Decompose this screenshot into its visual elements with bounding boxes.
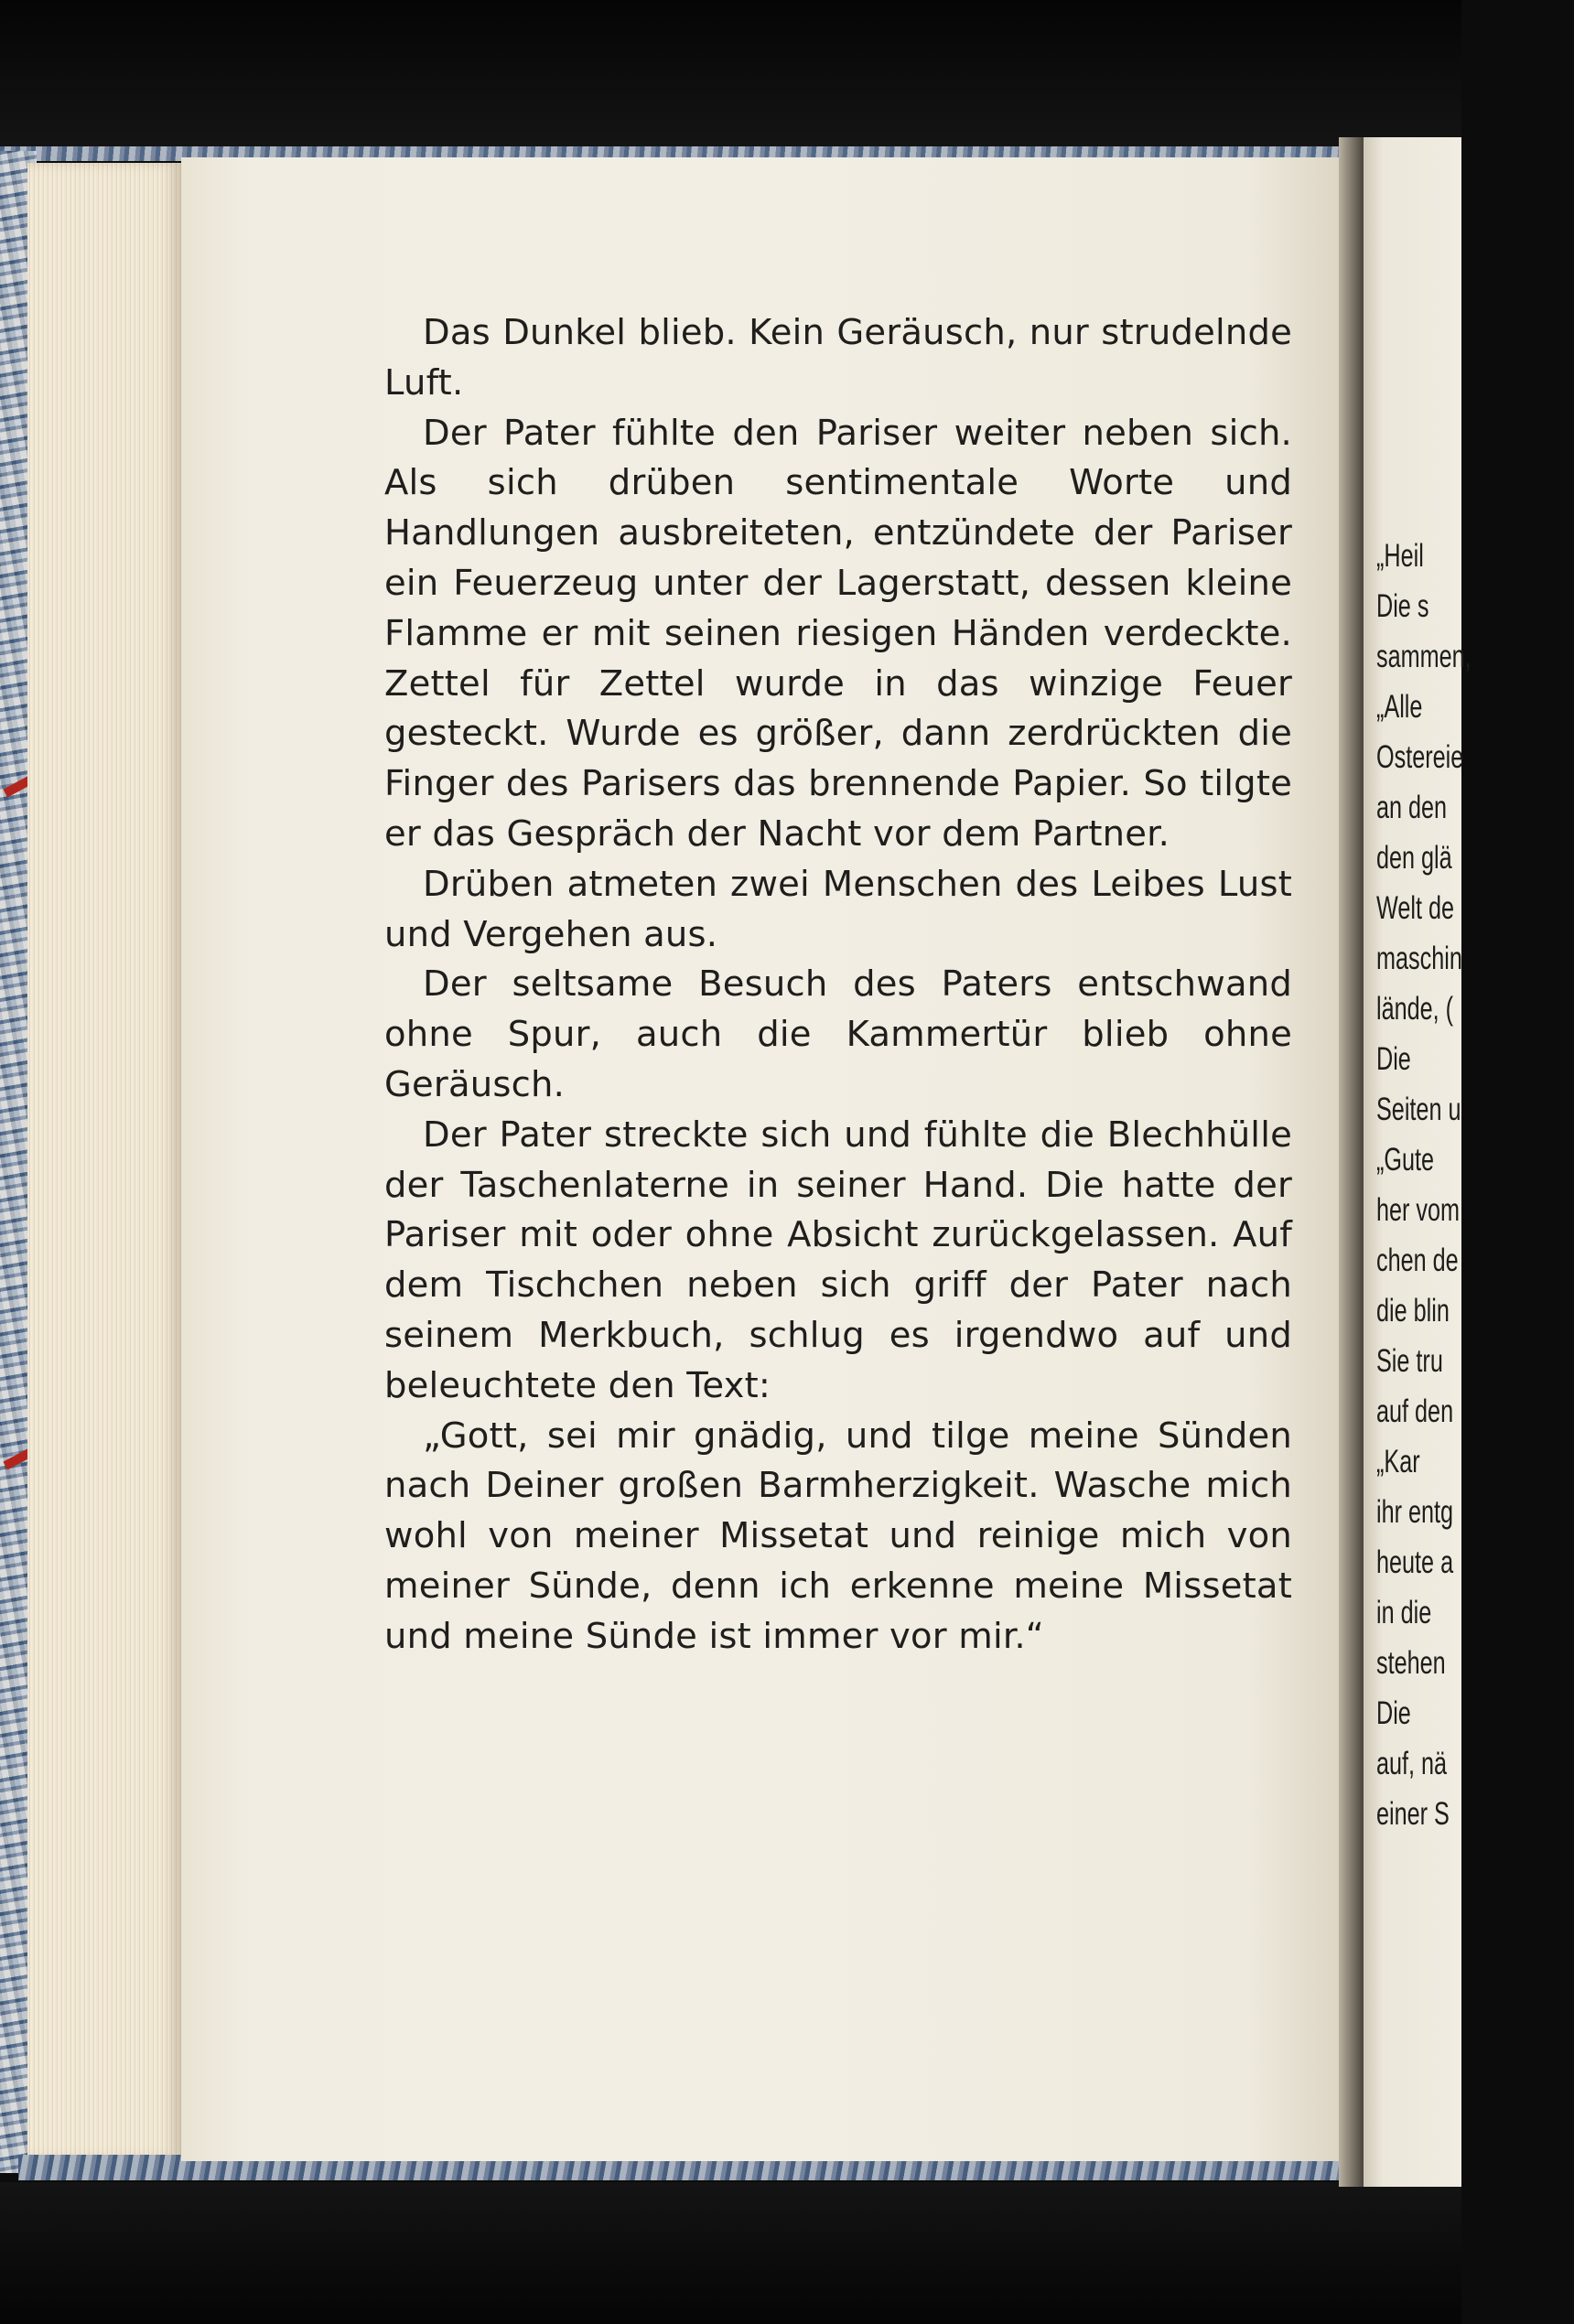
facing-line: Die s: [1376, 588, 1429, 624]
facing-line: „Alle: [1376, 689, 1423, 725]
facing-line: lände, (: [1376, 991, 1454, 1027]
facing-page-text: [1376, 531, 1574, 1839]
background-top: [0, 0, 1461, 156]
page-text: [384, 308, 1292, 1662]
book-page-right: [1364, 137, 1472, 2187]
facing-line: Sie tru: [1376, 1343, 1443, 1379]
facing-line: heute a: [1376, 1544, 1454, 1580]
facing-line: in die: [1376, 1595, 1432, 1630]
paragraph: Das Dunkel blieb. Kein Geräusch, nur strudelnde Luft.: [384, 312, 1292, 403]
facing-line: „Gute: [1376, 1142, 1435, 1178]
facing-line: die blin: [1376, 1293, 1450, 1329]
paragraph: „Gott, sei mir gnädig, und tilge meine Sünden nach Deiner großen Barmherzigkeit. Wasche mich wohl von meiner Missetat und reinige mich von meiner Sünde, denn ich erkenne meine Missetat und meine Sünde ist immer vor mir.“: [384, 1415, 1292, 1657]
facing-line: den glä: [1376, 840, 1452, 876]
facing-line: Die: [1376, 1041, 1411, 1077]
facing-line: „Heil: [1376, 538, 1424, 574]
paragraph: Der seltsame Besuch des Paters entschwand ohne Spur, auch die Kammertür blieb ohne Geräusch.: [384, 963, 1292, 1105]
facing-line: an den: [1376, 790, 1448, 825]
facing-line: chen de: [1376, 1243, 1459, 1278]
facing-line: ihr entg: [1376, 1494, 1454, 1530]
paragraph: Drüben atmeten zwei Menschen des Leibes Lust und Vergehen aus.: [384, 863, 1292, 955]
facing-line: sammen,: [1376, 639, 1472, 674]
facing-line: auf den: [1376, 1393, 1454, 1429]
paragraph: Der Pater streckte sich und fühlte die Blechhülle der Taschenlaterne in seiner Hand. Die hatte der Pariser mit oder ohne Absicht zurückgelassen. Auf dem Tischchen neben sich griff der Pater nach seinem Merkbuch, schlug es irgendwo auf und beleuchtete den Text:: [384, 1114, 1292, 1406]
facing-line: „Kar: [1376, 1444, 1420, 1479]
facing-line: einer S: [1376, 1796, 1450, 1832]
paragraph: Der Pater fühlte den Pariser weiter neben sich. Als sich drüben sentimentale Worte und Handlungen ausbreiteten, entzündete der Pariser ein Feuerzeug unter der Lagerstatt, dessen kleine Flamme er mit seinen riesigen Händen verdeckte. Zettel für Zettel wurde in das winzige Feuer gesteckt. Wurde es größer, dann zerdrückten die Finger des Parisers das brennende Papier. So tilgte er das Gespräch der Nacht vor dem Partner.: [384, 412, 1292, 855]
facing-line: her vom: [1376, 1192, 1461, 1228]
facing-line: Seiten u: [1376, 1092, 1461, 1127]
page-block-edges: [27, 163, 181, 2159]
facing-line: Welt de: [1376, 890, 1454, 926]
facing-line: Ostereie: [1376, 739, 1464, 775]
facing-line: auf, nä: [1376, 1746, 1448, 1781]
facing-line: Die: [1376, 1695, 1411, 1731]
facing-line: maschin: [1376, 941, 1462, 976]
facing-line: stehen: [1376, 1645, 1446, 1681]
background-bottom: [0, 2182, 1461, 2324]
